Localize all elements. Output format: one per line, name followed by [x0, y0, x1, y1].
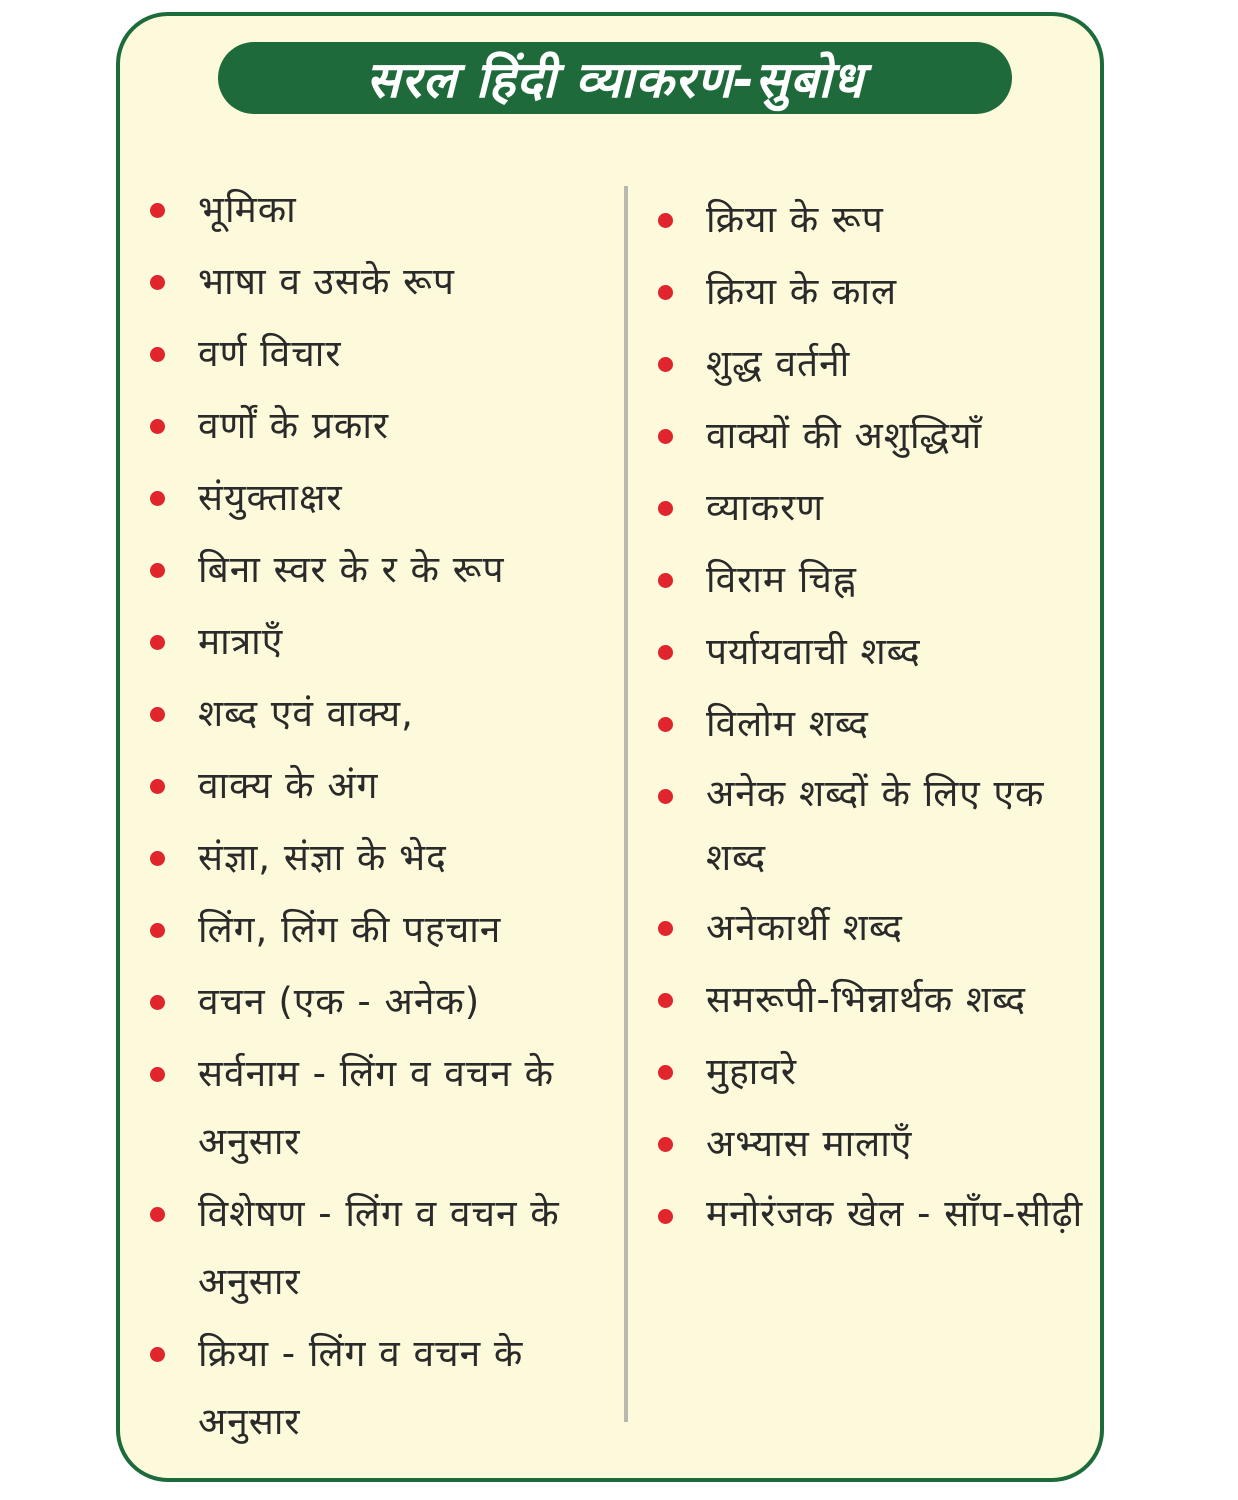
list-item: वर्ण विचार	[144, 320, 620, 388]
bullet-icon	[150, 491, 165, 506]
bullet-icon	[658, 213, 673, 228]
bullet-icon	[658, 717, 673, 732]
bullet-icon	[150, 851, 165, 866]
title-banner	[218, 42, 1012, 114]
list-item: बिना स्वर के र के रूप	[144, 536, 620, 604]
column-divider	[624, 186, 628, 1422]
bullet-icon	[150, 419, 165, 434]
list-item: शब्द एवं वाक्य,	[144, 680, 620, 748]
bullet-icon	[150, 635, 165, 650]
list-item: विलोम शब्द	[652, 690, 1098, 758]
list-item: संयुक्ताक्षर	[144, 464, 620, 532]
bullet-icon	[658, 1209, 673, 1224]
bullet-icon	[658, 1065, 673, 1080]
list-item: अनेकार्थी शब्द	[652, 894, 1098, 962]
list-item: क्रिया के रूप	[652, 186, 1098, 254]
list-item: वर्णों के प्रकार	[144, 392, 620, 460]
list-item: संज्ञा, संज्ञा के भेद	[144, 824, 620, 892]
right-topic-list	[652, 186, 1098, 1250]
list-item: पर्यायवाची शब्द	[652, 618, 1098, 686]
contents-card	[116, 12, 1104, 1482]
bullet-icon	[150, 1067, 165, 1082]
list-item: क्रिया - लिंग व वचन के अनुसार	[144, 1320, 620, 1456]
list-item: अभ्यास मालाएँ	[652, 1110, 1098, 1178]
bullet-icon	[150, 347, 165, 362]
left-topic-list	[144, 176, 620, 1460]
list-item: शुद्ध वर्तनी	[652, 330, 1098, 398]
list-item: वचन (एक - अनेक)	[144, 968, 620, 1036]
bullet-icon	[150, 203, 165, 218]
bullet-icon	[150, 563, 165, 578]
list-item: क्रिया के काल	[652, 258, 1098, 326]
bullet-icon	[658, 501, 673, 516]
list-item: भूमिका	[144, 176, 620, 244]
bullet-icon	[150, 1207, 165, 1222]
list-item: व्याकरण	[652, 474, 1098, 542]
list-item: अनेक शब्दों के लिए एक शब्द	[652, 762, 1098, 890]
bullet-icon	[658, 921, 673, 936]
bullet-icon	[150, 1347, 165, 1362]
list-item: मुहावरे	[652, 1038, 1098, 1106]
bullet-icon	[658, 573, 673, 588]
list-item: लिंग, लिंग की पहचान	[144, 896, 620, 964]
list-item: मात्राएँ	[144, 608, 620, 676]
bullet-icon	[658, 993, 673, 1008]
bullet-icon	[150, 995, 165, 1010]
bullet-icon	[658, 285, 673, 300]
bullet-icon	[150, 923, 165, 938]
list-item: सर्वनाम - लिंग व वचन के अनुसार	[144, 1040, 620, 1176]
list-item: विराम चिह्न	[652, 546, 1098, 614]
bullet-icon	[658, 1137, 673, 1152]
bullet-icon	[658, 645, 673, 660]
bullet-icon	[658, 789, 673, 804]
list-item: वाक्य के अंग	[144, 752, 620, 820]
list-item: वाक्यों की अशुद्धियाँ	[652, 402, 1098, 470]
list-item: भाषा व उसके रूप	[144, 248, 620, 316]
bullet-icon	[658, 357, 673, 372]
bullet-icon	[150, 707, 165, 722]
bullet-icon	[150, 275, 165, 290]
list-item: विशेषण - लिंग व वचन के अनुसार	[144, 1180, 620, 1316]
list-item: समरूपी-भिन्नार्थक शब्द	[652, 966, 1098, 1034]
bullet-icon	[658, 429, 673, 444]
list-item: मनोरंजक खेल - साँप-सीढ़ी	[652, 1182, 1098, 1246]
page-title: सरल हिंदी व्याकरण-सुबोध	[366, 51, 864, 109]
bullet-icon	[150, 779, 165, 794]
